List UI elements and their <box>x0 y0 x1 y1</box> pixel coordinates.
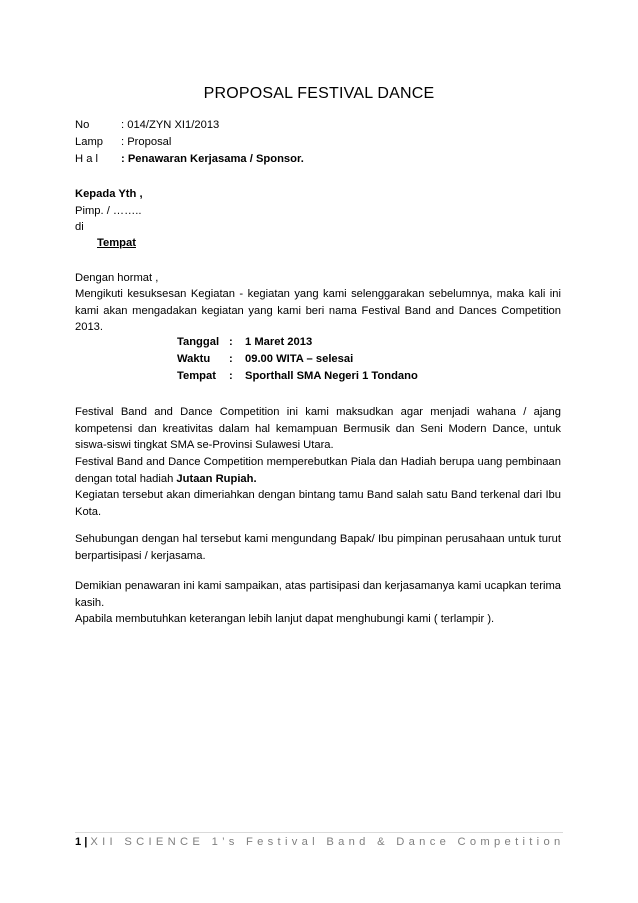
event-label-waktu: Waktu <box>177 353 211 365</box>
intro-paragraph: Mengikuti kesuksesan Kegiatan - kegiatan yang kami selenggarakan sebelumnya, maka kali ini kami akan mengadakan kegiatan yang kami beri nama Festival Band and Dances Competition 2013. <box>75 288 561 334</box>
meta-value-hal: : Penawaran Kerjasama / Sponsor. <box>121 153 304 165</box>
closing-paragraph: Demikian penawaran ini kami sampaikan, atas partisipasi dan kerjasamanya kami ucapkan terima kasih. <box>75 580 561 609</box>
page-footer <box>75 836 565 848</box>
footer-separator: | <box>84 836 88 848</box>
event-label-tanggal: Tanggal <box>177 336 220 348</box>
event-label-tempat: Tempat <box>177 370 216 382</box>
footer-text: XII SCIENCE 1’s Festival Band & Dance Competition <box>90 836 565 848</box>
event-value-tempat: Sporthall SMA Negeri 1 Tondano <box>245 370 418 382</box>
prize-text: Festival Band and Dance Competition memperebutkan Piala dan Hadiah berupa uang pembinaan dengan total hadiah <box>75 456 561 485</box>
greeting: Dengan hormat , <box>75 272 159 284</box>
footer-divider <box>75 832 563 833</box>
meta-value-no: : 014/ZYN XI1/2013 <box>121 119 220 131</box>
event-value-waktu: 09.00 WITA – selesai <box>245 353 354 365</box>
event-colon-waktu: : <box>229 353 233 365</box>
recipient-di: di <box>75 221 84 233</box>
prize-amount: Jutaan Rupiah. <box>176 472 257 485</box>
meta-label-hal: H a l <box>75 153 99 165</box>
document-title: PROPOSAL FESTIVAL DANCE <box>203 85 435 102</box>
recipient-pimp: Pimp. / …….. <box>75 205 142 217</box>
invitation-paragraph: Sehubungan dengan hal tersebut kami mengundang Bapak/ Ibu pimpinan perusahaan untuk turut berpartisipasi / kerjasama. <box>75 533 561 562</box>
meta-label-no: No <box>75 119 90 131</box>
prize-paragraph <box>75 454 561 487</box>
meta-label-lamp: Lamp <box>75 136 103 148</box>
event-value-tanggal: 1 Maret 2013 <box>245 336 313 348</box>
event-colon-tempat: : <box>229 370 233 382</box>
contact-paragraph: Apabila membutuhkan keterangan lebih lanjut dapat menghubungi kami ( terlampir ). <box>75 613 495 625</box>
recipient-tempat: Tempat <box>97 237 136 249</box>
meta-value-lamp: : Proposal <box>121 136 172 148</box>
description-paragraph: Festival Band and Dance Competition ini kami maksudkan agar menjadi wahana / ajang kompetensi dan kreativitas dalam hal kemampuan Bermusik dan Seni Modern Dance, untuk siswa-siswi tingkat SMA se-Provinsi Sulawesi Utara. <box>75 406 561 452</box>
recipient-kepada: Kepada Yth , <box>75 188 143 200</box>
page-number: 1 <box>75 836 82 848</box>
guest-star-paragraph: Kegiatan tersebut akan dimeriahkan dengan bintang tamu Band salah satu Band terkenal dari Ibu Kota. <box>75 489 561 518</box>
event-colon-tanggal: : <box>229 336 233 348</box>
